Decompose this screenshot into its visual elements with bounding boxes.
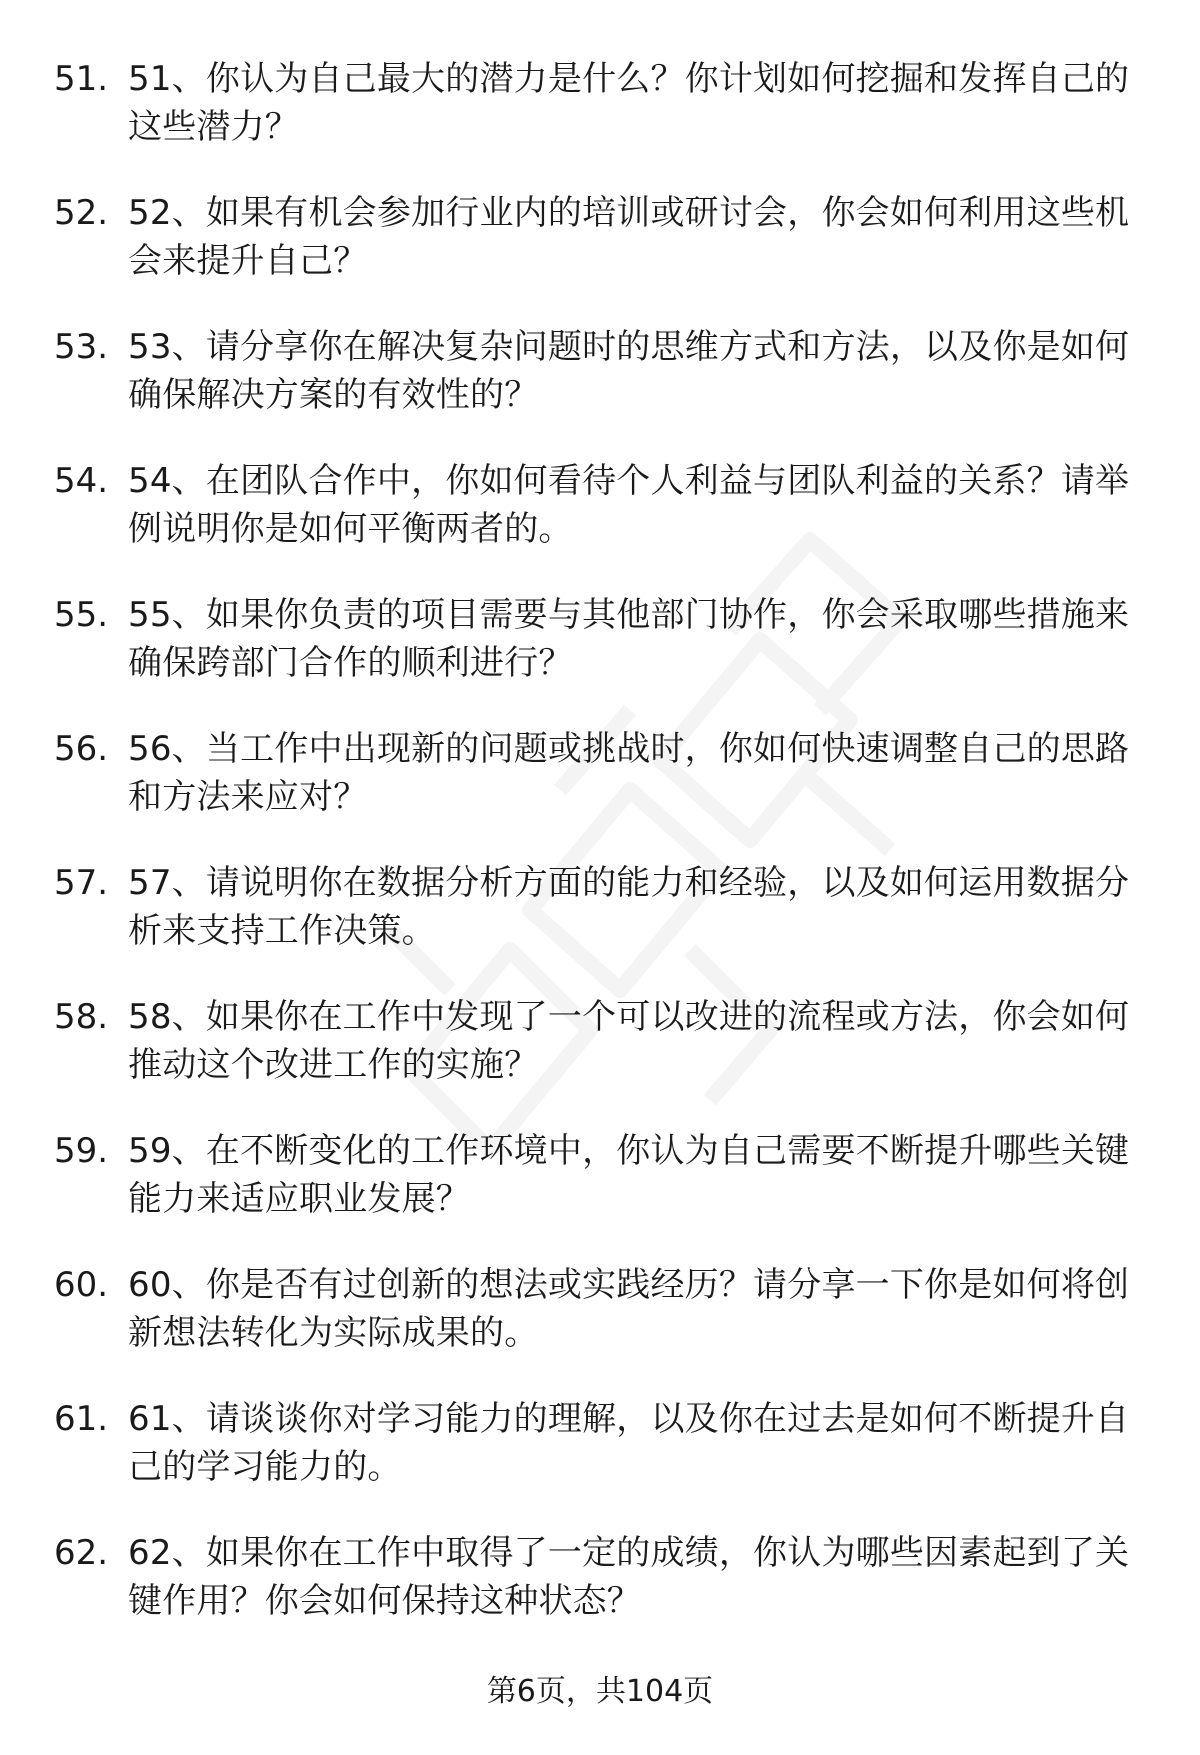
question-item	[0, 1395, 1200, 1529]
question-text: 51、你认为自己最大的潜力是什么？你计划如何挖掘和发挥自己的这些潜力？	[128, 59, 1130, 147]
question-number: 58.	[54, 997, 109, 1037]
question-number: 60.	[54, 1265, 109, 1305]
page-footer: 第6页，共104页	[486, 1674, 714, 1709]
question-text: 53、请分享你在解决复杂问题时的思维方式和方法，以及你是如何确保解决方案的有效性的？	[128, 327, 1130, 415]
question-text: 61、请谈谈你对学习能力的理解，以及你在过去是如何不断提升自己的学习能力的。	[128, 1399, 1130, 1487]
question-number: 54.	[54, 461, 109, 501]
question-number: 53.	[54, 327, 109, 367]
question-item	[0, 323, 1200, 457]
question-text: 58、如果你在工作中发现了一个可以改进的流程或方法，你会如何推动这个改进工作的实施？	[128, 997, 1130, 1085]
question-number: 55.	[54, 595, 109, 635]
question-number: 51.	[54, 59, 109, 99]
question-list	[0, 55, 1200, 1663]
question-item	[0, 1127, 1200, 1261]
question-text: 59、在不断变化的工作环境中，你认为自己需要不断提升哪些关键能力来适应职业发展？	[128, 1131, 1130, 1219]
question-text: 60、你是否有过创新的想法或实践经历？请分享一下你是如何将创新想法转化为实际成果的。	[128, 1265, 1130, 1353]
question-text: 54、在团队合作中，你如何看待个人利益与团队利益的关系？请举例说明你是如何平衡两者的。	[128, 461, 1130, 549]
question-item	[0, 993, 1200, 1127]
question-number: 52.	[54, 193, 109, 233]
question-item	[0, 1529, 1200, 1663]
question-item	[0, 55, 1200, 189]
question-item	[0, 457, 1200, 591]
question-number: 61.	[54, 1399, 109, 1439]
question-number: 59.	[54, 1131, 109, 1171]
question-item	[0, 859, 1200, 993]
question-text: 52、如果有机会参加行业内的培训或研讨会，你会如何利用这些机会来提升自己？	[128, 193, 1130, 281]
question-text: 55、如果你负责的项目需要与其他部门协作，你会采取哪些措施来确保跨部门合作的顺利进行？	[128, 595, 1130, 683]
question-number: 56.	[54, 729, 109, 769]
question-item	[0, 591, 1200, 725]
question-text: 57、请说明你在数据分析方面的能力和经验，以及如何运用数据分析来支持工作决策。	[128, 863, 1130, 951]
question-item	[0, 1261, 1200, 1395]
question-text: 62、如果你在工作中取得了一定的成绩，你认为哪些因素起到了关键作用？你会如何保持这种状态？	[128, 1533, 1130, 1621]
question-number: 57.	[54, 863, 109, 903]
question-number: 62.	[54, 1533, 109, 1573]
question-text: 56、当工作中出现新的问题或挑战时，你如何快速调整自己的思路和方法来应对？	[128, 729, 1130, 817]
question-item	[0, 189, 1200, 323]
question-item	[0, 725, 1200, 859]
